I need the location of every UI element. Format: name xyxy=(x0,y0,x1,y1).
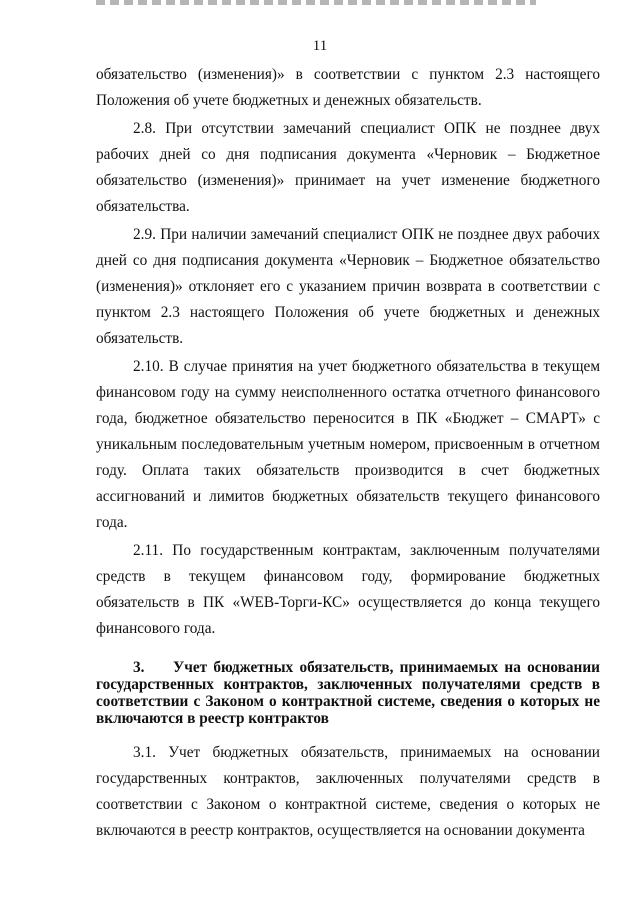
paragraph-2-10: 2.10. В случае принятия на учет бюджетного обязательства в текущем финансовом году на сумму неисполненного остатка отчетного финансового года, бюджетное обязательство переносится в ПК «Бюджет – СМАРТ» с уникальным последовательным учетным номером, присвоенным в отчетном году. Оплата таких обязательств производится в счет бюджетных ассигнований и лимитов бюджетных обязательств текущего финансового года. xyxy=(96,358,600,531)
paragraph-3-1: 3.1. Учет бюджетных обязательств, принимаемых на основании государственных контрактов, заключенных получателями средств в соответствии с Законом о контрактной системе, сведения о которых не включаются в реестр контрактов, осуществляется на основании документа xyxy=(96,744,600,839)
paragraph-2-9: 2.9. При наличии замечаний специалист ОПК не позднее двух рабочих дней со дня подписания документа «Черновик – Бюджетное обязательство (изменения)» отклоняет его с указанием причин возврата в соответствии с пунктом 2.3 настоящего Положения об учете бюджетных и денежных обязательств. xyxy=(96,226,600,347)
paragraph-continuation: обязательство (изменения)» в соответствии с пунктом 2.3 настоящего Положения об учете бюджетных и денежных обязательств. xyxy=(96,66,600,109)
section-number: 3. xyxy=(133,659,145,676)
paragraph-2-11: 2.11. По государственным контрактам, заключенным получателями средств в текущем финансовом году, формирование бюджетных обязательств в ПК «WEB-Торги-КС» осуществляется до конца текущего финансового года. xyxy=(96,542,600,637)
section-title: Учет бюджетных обязательств, принимаемых на основании государственных контрактов, заключенных получателями средств в соответствии с Законом о контрактной системе, сведения о которых не включаются в реестр контрактов xyxy=(96,659,600,727)
section-heading xyxy=(96,659,600,727)
document-body xyxy=(96,62,600,846)
cut-off-previous-line xyxy=(96,0,536,5)
page-number: 11 xyxy=(312,38,328,54)
paragraph-2-8: 2.8. При отсутствии замечаний специалист ОПК не позднее двух рабочих дней со дня подписания документа «Черновик – Бюджетное обязательство (изменения)» принимает на учет изменение бюджетного обязательства. xyxy=(96,120,600,215)
